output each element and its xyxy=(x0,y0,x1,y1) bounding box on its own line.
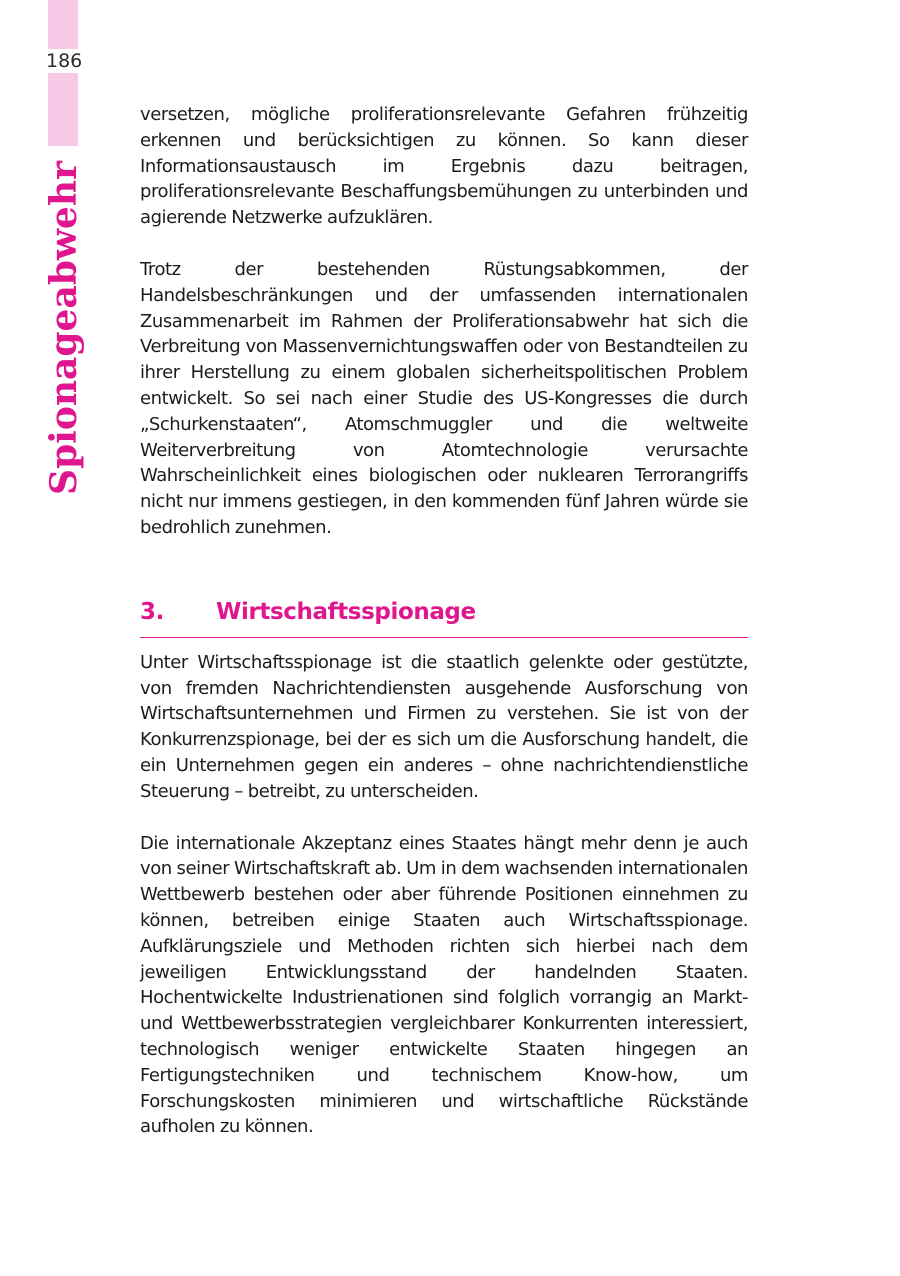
side-tab-marker xyxy=(48,0,78,146)
paragraph-section-1: Unter Wirtschaftsspionage ist die staatlich gelenkte oder gestützte, von fremden Nachrichtendiensten ausgehende Ausforschung von Wirtschaftsunternehmen und Firmen zu verstehen. Sie ist von der Konkurrenzspionage, bei der es sich um die Ausforschung handelt, die ein Unternehmen gegen ein anderes – ohne nachrichtendienstliche Steuerung – betreibt, zu unterscheiden. xyxy=(140,651,748,802)
section-body xyxy=(140,650,748,1140)
paragraph-intro-2: Trotz der bestehenden Rüstungsabkommen, der Handelsbeschränkungen und der umfassenden internationalen Zusammenarbeit im Rahmen der Proliferationsabwehr hat sich die Verbreitung von Massenvernichtungswaffen oder von Bestandteilen zu ihrer Herstellung zu einem globalen sicherheitspolitischen Problem entwickelt. So sei nach einer Studie des US-Kongresses die durch „Schurkenstaaten“, Atomschmuggler und die weltweite Weiterverbreitung von Atomtechnologie verursachte Wahrscheinlichkeit eines biologischen oder nuklearen Terrorangriffs nicht nur immens gestiegen, in den kommenden fünf Jahren würde sie bedrohlich zunehmen. xyxy=(140,258,748,538)
paragraph-section-2: Die internationale Akzeptanz eines Staates hängt mehr denn je auch von seiner Wirtschaftskraft ab. Um in dem wachsenden internationalen Wettbewerb bestehen oder aber führende Positionen einnehmen zu können, betreiben einige Staaten auch Wirtschaftsspionage. Aufklärungsziele und Methoden richten sich hierbei nach dem jeweiligen Entwicklungsstand der handelnden Staaten. Hochentwickelte Industrienationen sind folglich vorrangig an Markt- und Wettbewerbsstrategien vergleichbarer Konkurrenten interessiert, technologisch weniger entwickelte Staaten hingegen an Fertigungstechniken und technischem Know-how, um Forschungskosten minimieren und wirtschaftliche Rückstände aufholen zu können. xyxy=(140,832,748,1138)
page-number: 186 xyxy=(46,50,83,72)
section-number: 3. xyxy=(140,598,164,625)
paragraph-intro-1: versetzen, mögliche proliferationsrelevante Gefahren frühzeitig erkennen und berücksichtigen zu können. So kann dieser Informationsaustausch im Ergebnis dazu beitragen, proliferationsrelevante Beschaffungsbemühungen zu unterbinden und agierende Netzwerke aufzuklären. xyxy=(140,104,748,229)
running-title: Spionageabwehr xyxy=(43,161,85,495)
main-content xyxy=(140,102,748,1166)
section-title: Wirtschaftsspionage xyxy=(216,598,476,625)
section-heading xyxy=(140,597,748,638)
